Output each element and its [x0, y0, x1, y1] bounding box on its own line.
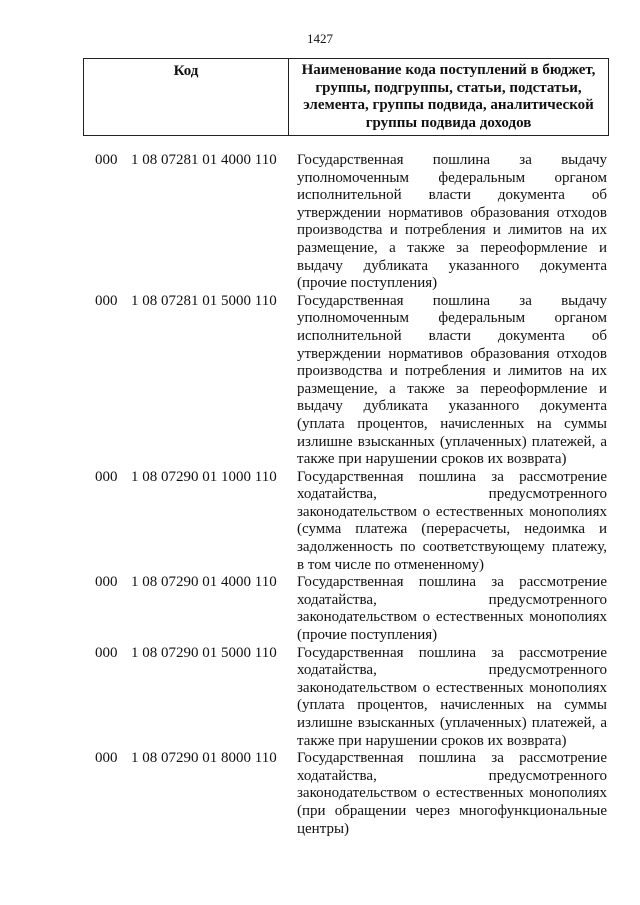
name-line: утверждении нормативов образования отходов	[297, 345, 607, 362]
name-line: производства и потребления и лимитов на их	[297, 222, 607, 239]
name-line: также при нарушении сроков их возврата)	[297, 451, 567, 468]
page-number: 1427	[307, 31, 333, 46]
name-line: Государственная пошлина за рассмотрение	[297, 750, 607, 767]
revenue-name	[297, 645, 607, 751]
name-line: законодательством о естественных монополиях	[297, 503, 607, 520]
revenue-code: 1 08 07290 01 4000 110	[131, 574, 277, 591]
header-code: Код	[84, 59, 289, 135]
name-line: ходатайства, предусмотренного	[297, 767, 607, 784]
table-row	[95, 152, 607, 293]
name-line: Государственная пошлина за выдачу	[297, 292, 607, 309]
name-line: исполнительной власти документа об	[297, 187, 607, 204]
name-line: (прочие поступления)	[297, 275, 438, 292]
name-line: ходатайства, предусмотренного	[297, 486, 607, 503]
name-line: выдачу дубликата указанного документа	[297, 257, 607, 274]
name-line: законодательством о естественных монополиях	[297, 785, 607, 802]
name-line: (прочие поступления)	[297, 627, 438, 644]
table-row	[95, 293, 607, 469]
revenue-name	[297, 750, 607, 838]
revenue-code: 1 08 07290 01 8000 110	[131, 750, 277, 767]
name-line: (сумма платежа (перерасчеты, недоимка и	[297, 521, 607, 538]
admin-code: 000	[95, 750, 118, 767]
name-line: Государственная пошлина за выдачу	[297, 152, 607, 168]
table-row	[95, 574, 607, 644]
name-line: (при обращении через многофункциональные	[297, 802, 607, 819]
name-line: излишне взысканных (уплаченных) платежей, а	[297, 433, 607, 450]
name-line: (уплата процентов, начисленных на суммы	[297, 415, 607, 432]
name-line: излишне взысканных (уплаченных) платежей, а	[297, 715, 607, 731]
table-row	[95, 645, 607, 751]
name-line: размещение, а также за переоформление и	[297, 380, 607, 397]
admin-code: 000	[95, 574, 118, 591]
table-body	[95, 152, 607, 838]
name-line: Государственная пошлина за рассмотрение	[297, 574, 607, 591]
name-line: в том числе по отмененному)	[297, 556, 484, 573]
name-line: размещение, а также за переоформление и	[297, 239, 607, 256]
revenue-code: 1 08 07281 01 5000 110	[131, 292, 277, 309]
name-line: утверждении нормативов образования отходов	[297, 204, 607, 221]
name-line: уполномоченным федеральным органом	[297, 310, 607, 327]
revenue-name	[297, 469, 607, 575]
table-header	[83, 58, 609, 136]
admin-code: 000	[95, 292, 118, 309]
name-line: выдачу дубликата указанного документа	[297, 398, 607, 415]
revenue-code: 1 08 07290 01 5000 110	[131, 644, 277, 661]
name-line: Государственная пошлина за рассмотрение	[297, 468, 607, 485]
name-line: законодательством о естественных монополиях	[297, 609, 607, 626]
revenue-code: 1 08 07290 01 1000 110	[131, 468, 277, 485]
header-name: Наименование кода поступлений в бюджет, группы, подгруппы, статьи, подстатьи, элемента, группы подвида, аналитической группы подвида доходов	[301, 62, 596, 131]
revenue-name	[297, 574, 607, 644]
name-line: задолженность по соответствующему платежу,	[297, 539, 607, 556]
table-row	[95, 469, 607, 575]
revenue-name	[297, 293, 607, 469]
name-line: ходатайства, предусмотренного	[297, 662, 607, 679]
name-line: уполномоченным федеральным органом	[297, 169, 607, 186]
name-line: Государственная пошлина за рассмотрение	[297, 644, 607, 661]
revenue-name	[297, 152, 607, 293]
name-line: законодательством о естественных монополиях	[297, 679, 607, 696]
table-row	[95, 750, 607, 838]
admin-code: 000	[95, 468, 118, 485]
name-line: ходатайства, предусмотренного	[297, 591, 607, 608]
admin-code: 000	[95, 644, 118, 661]
name-line: также при нарушении сроков их возврата)	[297, 732, 567, 749]
name-line: центры)	[297, 820, 350, 837]
name-line: производства и потребления и лимитов на их	[297, 363, 607, 380]
name-line: (уплата процентов, начисленных на суммы	[297, 697, 607, 714]
name-line: исполнительной власти документа об	[297, 327, 607, 344]
admin-code: 000	[95, 152, 118, 168]
revenue-code: 1 08 07281 01 4000 110	[131, 152, 277, 168]
